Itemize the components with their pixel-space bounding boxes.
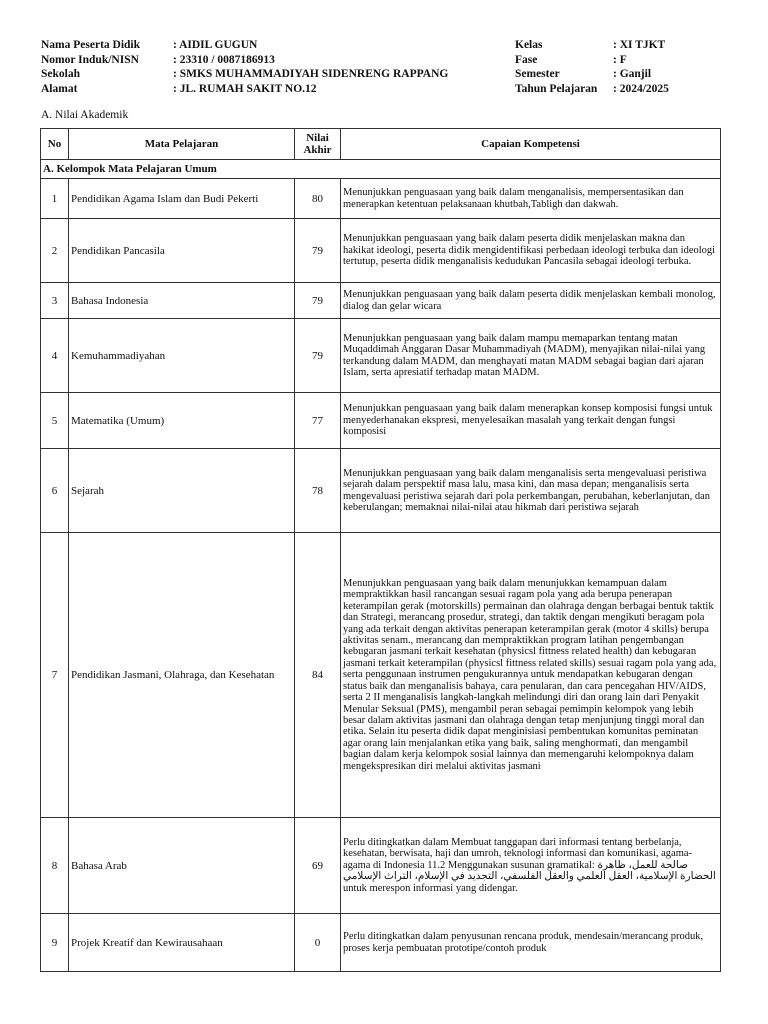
semester-value: : Ganjil: [613, 68, 652, 80]
address-label: Alamat: [41, 82, 78, 95]
subject-name: Bahasa Indonesia: [69, 283, 295, 319]
school-row: [41, 67, 448, 82]
final-score: 79: [295, 283, 341, 319]
subject-name: Kemuhammadiyahan: [69, 319, 295, 393]
subject-name: Pendidikan Jasmani, Olahraga, dan Kesehatan: [69, 533, 295, 818]
class-value: : XI TJKT: [613, 39, 666, 51]
header-competency: Capaian Kompetensi: [341, 129, 721, 160]
phase-value: : F: [613, 53, 627, 66]
final-score: 79: [295, 219, 341, 283]
group-row: [41, 160, 721, 179]
table-row: [41, 533, 721, 818]
student-id-label: Nomor Induk/NISN: [41, 53, 139, 66]
competency-text: Menunjukkan penguasaan yang baik dalam menganalisis serta mengevaluasi peristiwa sejarah dalam perspektif masa lalu, masa kini, dan masa depan; menganalisis serta mengevaluasi peristiwa sejarah dari pola perkembangan, perubahan, keberlanjutan, dan keberulangan; memaknai nilai-nilai atau hikmah dari peristiwa sejarah: [341, 449, 721, 533]
student-id-value: : 23310 / 0087186913: [173, 53, 275, 66]
row-number: 5: [41, 393, 69, 449]
phase-row: [515, 53, 669, 68]
subject-name: Pendidikan Pancasila: [69, 219, 295, 283]
academic-year-value: : 2024/2025: [613, 82, 669, 95]
student-name-row: [41, 38, 448, 53]
final-score: 69: [295, 818, 341, 914]
academic-year-row: [515, 82, 669, 97]
competency-text: Menunjukkan penguasaan yang baik dalam peserta didik menjelaskan makna dan hakikat ideologi, peserta didik mengidentifikasi perbedaan ideologi terbuka dan ideologi tertutup, peserta didik menganalisis kedudukan Pancasila sebagai ideologi terbuka.: [341, 219, 721, 283]
student-identity: [41, 38, 448, 96]
row-number: 1: [41, 179, 69, 219]
table-row: [41, 179, 721, 219]
competency-text: Menunjukkan penguasaan yang baik dalam menunjukkan kemampuan dalam mempraktikkan hasil rancangan sesuai ragam pola yang ada berupa penerapan keterampilan gerak (motorskills) permainan dan olahraga dengan berbagai bentuk taktik dan Strategi, merancang prosedur, strategi, dan taktik dengan mengikuti beragam pola yang ada terkait dengan aktivitas penerapan keterampilan gerak (motor 4 skills) berupa aktivitas senam., merancang dan mempraktikkan program latihan pengembangan kebugaran jasmani terkait kesehatan (physicsl fittness related health) dan kebugaran jasmani terkait keterampilan (physicsl fittness related skills) sesuai ragam pola yang ada, serta penggunaan instrumen pengukurannya untuk mendapatkan kebugaran dengan status baik dan menganalisis bahaya, cara penularan, dan cara pencegahan HIV/AIDS, serta 2 II menganalisis langkah-langkah melindungi diri dan orang lain dari Penyakit Menular Seksual (PMS), mengambil peran sebagai pemimpin kelompok yang lebih besar dalam aktivitas jasmani dan olahraga dengan tetap menjunjung tinggi moral dan etika. Selain itu peserta didik dapat menginisiasi pembentukan komunitas peminatan agar orang lain menjalankan etika yang baik, saling menghormati, dan mengambil bagian dalam kerja kelompok sosial lainnya dan memengaruhi kelompoknya dalam mengekspresikan diri melalui aktivitas jasmani: [341, 533, 721, 818]
table-row: [41, 283, 721, 319]
subject-name: Sejarah: [69, 449, 295, 533]
table-header-row: [41, 129, 721, 160]
class-row: [515, 38, 669, 53]
row-number: 6: [41, 449, 69, 533]
school-label: Sekolah: [41, 68, 80, 80]
table-row: [41, 319, 721, 393]
final-score: 79: [295, 319, 341, 393]
school-value: : SMKS MUHAMMADIYAH SIDENRENG RAPPANG: [173, 68, 449, 80]
grades-table: [40, 128, 721, 972]
section-title: A. Nilai Akademik: [41, 109, 129, 121]
subject-name: Bahasa Arab: [69, 818, 295, 914]
final-score: 0: [295, 914, 341, 972]
final-score: 77: [295, 393, 341, 449]
student-id-row: [41, 53, 448, 68]
competency-text: Perlu ditingkatkan dalam Membuat tanggapan dari informasi tentang berbelanja, kesehatan, berwisata, haji dan umroh, teknologi informasi dan komunikasi, agama- agama di Indonesia 11.2 Menggunakan susunan gramatikal: صالحة للعمل، ظاهرة الحضارة الإسلامية، العقل العلمي والعقل الفلسفي، التجديد في الإسلام، التراث الإسلامي untuk merespon informasi yang didengar.: [341, 818, 721, 914]
semester-row: [515, 67, 669, 82]
subject-name: Pendidikan Agama Islam dan Budi Pekerti: [69, 179, 295, 219]
class-info: [515, 38, 669, 96]
table-row: [41, 393, 721, 449]
address-value: : JL. RUMAH SAKIT NO.12: [173, 82, 317, 95]
row-number: 2: [41, 219, 69, 283]
row-number: 4: [41, 319, 69, 393]
table-row: [41, 818, 721, 914]
header-subject: Mata Pelajaran: [69, 129, 295, 160]
academic-year-label: Tahun Pelajaran: [515, 82, 598, 95]
address-row: [41, 82, 448, 97]
final-score: 78: [295, 449, 341, 533]
competency-text: Menunjukkan penguasaan yang baik dalam menganalisis, mempersentasikan dan menerapkan ketentuan pelaksanaan khutbah,Tabligh dan dakwah.: [341, 179, 721, 219]
row-number: 3: [41, 283, 69, 319]
competency-text: Menunjukkan penguasaan yang baik dalam mampu memaparkan tentang matan Muqaddimah Anggaran Dasar Muhammadiyah (MADM), menyajikan nilai-nilai yang terkandung dalam MADM, dan menghayati matan MADM sebagai bagian dari ajaran Islam, serta apresiatif terhadap matan MADM.: [341, 319, 721, 393]
final-score: 80: [295, 179, 341, 219]
table-row: [41, 449, 721, 533]
group-label: A. Kelompok Mata Pelajaran Umum: [41, 160, 721, 179]
subject-name: Projek Kreatif dan Kewirausahaan: [69, 914, 295, 972]
row-number: 8: [41, 818, 69, 914]
header-final-score: Nilai Akhir: [295, 129, 341, 160]
header-no: No: [41, 129, 69, 160]
phase-label: Fase: [515, 53, 538, 66]
semester-label: Semester: [515, 68, 560, 80]
competency-text: Menunjukkan penguasaan yang baik dalam menerapkan konsep komposisi fungsi untuk menyederhanakan ekspresi, menyelesaikan masalah yang terkait dengan fungsi komposisi: [341, 393, 721, 449]
row-number: 7: [41, 533, 69, 818]
student-name-label: Nama Peserta Didik: [41, 39, 141, 51]
table-row: [41, 914, 721, 972]
subject-name: Matematika (Umum): [69, 393, 295, 449]
competency-text: Menunjukkan penguasaan yang baik dalam peserta didik menjelaskan kembali monolog, dialog dan gelar wicara: [341, 283, 721, 319]
competency-text: Perlu ditingkatkan dalam penyusunan rencana produk, mendesain/merancang produk, proses kerja pembuatan prototipe/contoh produk: [341, 914, 721, 972]
row-number: 9: [41, 914, 69, 972]
class-label: Kelas: [515, 39, 543, 51]
table-row: [41, 219, 721, 283]
student-name-value: : AIDIL GUGUN: [173, 39, 258, 51]
final-score: 84: [295, 533, 341, 818]
